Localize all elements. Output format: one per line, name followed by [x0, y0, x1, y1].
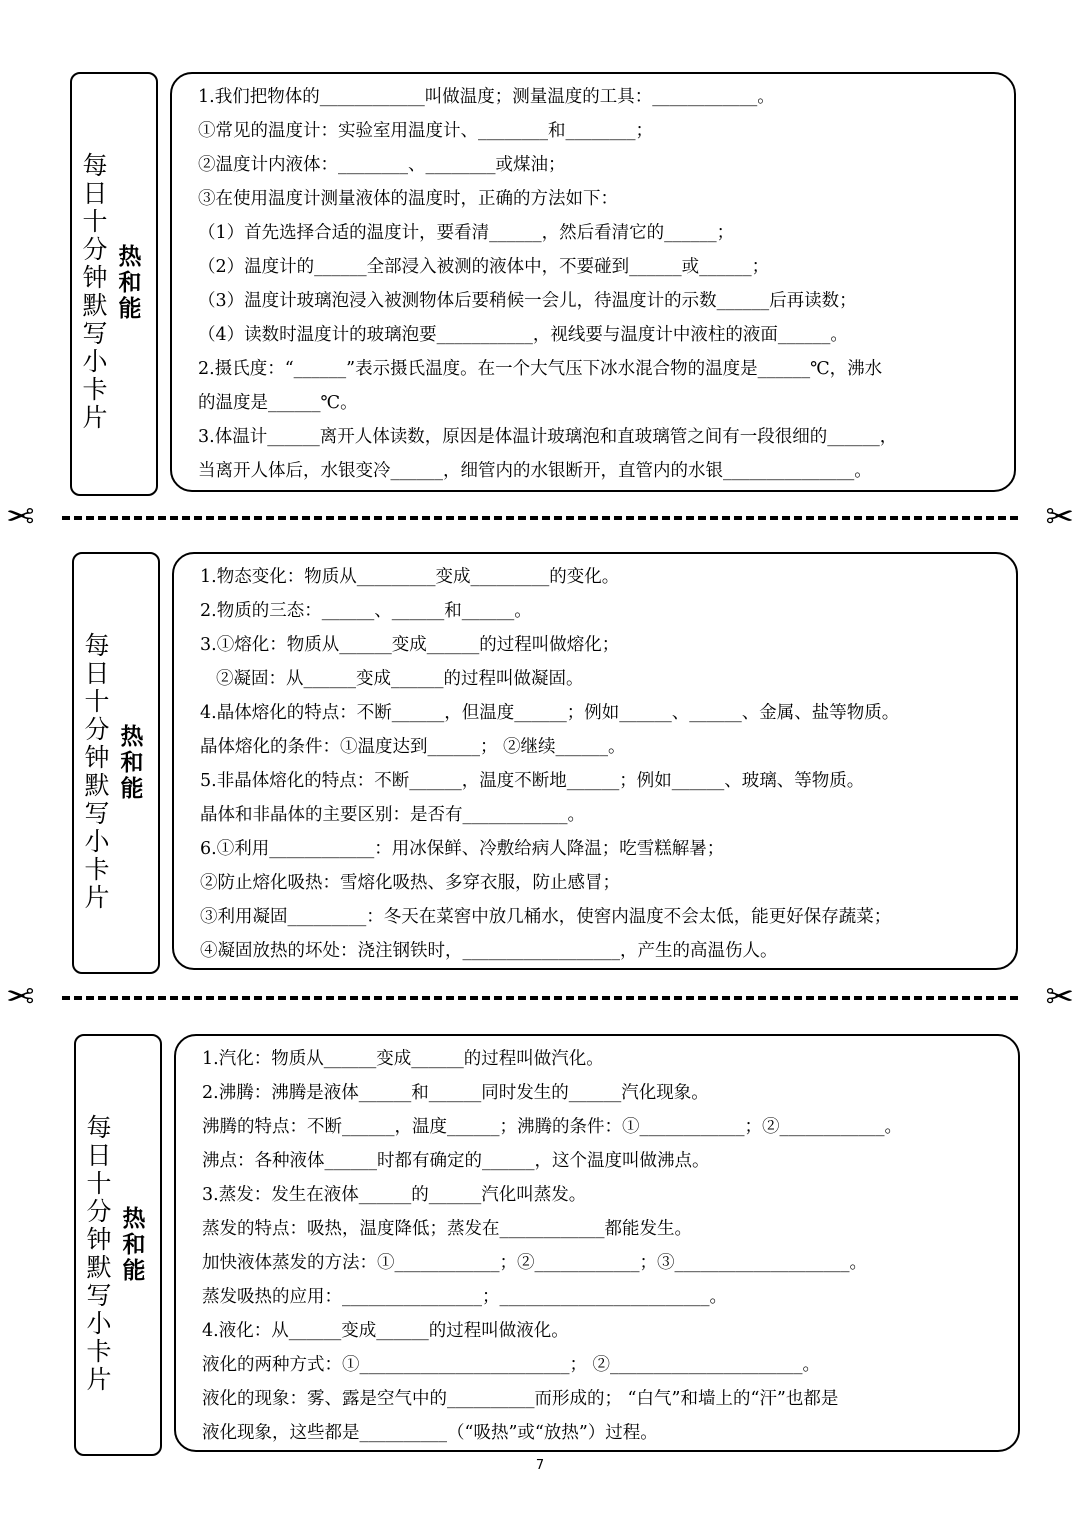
card-side-label — [74, 1034, 162, 1456]
fill-in-line: 蒸发的特点：吸热，温度降低；蒸发在____________都能发生。 — [202, 1219, 692, 1239]
fill-in-line: 3.蒸发：发生在液体______的______汽化叫蒸发。 — [202, 1185, 587, 1205]
side-topic: 热和能 — [122, 1206, 146, 1284]
card-content-panel — [172, 552, 1018, 970]
fill-in-line: 1.我们把物体的____________叫做温度；测量温度的工具：____________。 — [198, 87, 775, 107]
card-lines — [202, 1042, 1008, 1450]
fill-in-line: ③在使用温度计测量液体的温度时，正确的方法如下： — [198, 189, 618, 209]
fill-in-line: 液化的两种方式：①________________________； ②______________________。 — [202, 1355, 821, 1375]
cut-line — [0, 498, 1080, 538]
dashed-divider — [62, 516, 1018, 520]
fill-in-line: ④凝固放热的坏处：浇注钢铁时，__________________，产生的高温伤人。 — [200, 941, 778, 961]
page-number: 7 — [535, 1458, 545, 1473]
side-title: 每日十分钟默写小卡片 — [82, 151, 108, 432]
fill-in-line: 2.沸腾：沸腾是液体______和______同时发生的______汽化现象。 — [202, 1083, 709, 1103]
fill-in-line: （2）温度计的______全部浸入被测的液体中，不要碰到______或______； — [198, 257, 770, 277]
fill-in-line: （4）读数时温度计的玻璃泡要___________，视线要与温度计中液柱的液面______。 — [198, 325, 848, 345]
card-side-label — [70, 72, 158, 496]
card-content-panel — [174, 1034, 1020, 1452]
fill-in-line: ②防止熔化吸热：雪熔化吸热、多穿衣服，防止感冒； — [200, 873, 620, 893]
card-lines — [200, 560, 1006, 968]
fill-in-line: （3）温度计玻璃泡浸入被测物体后要稍候一会儿，待温度计的示数______后再读数； — [198, 291, 857, 311]
side-topic: 热和能 — [118, 244, 142, 322]
card-lines — [198, 80, 1004, 488]
fill-in-line: 3.①熔化：物质从______变成______的过程叫做熔化； — [200, 635, 620, 655]
fill-in-line: 蒸发吸热的应用：________________；________________________。 — [202, 1287, 727, 1307]
card-content-panel — [170, 72, 1016, 492]
scissors-icon: ✂ — [1045, 497, 1074, 537]
card-side-label — [72, 552, 160, 974]
fill-in-line: 晶体和非晶体的主要区别：是否有____________。 — [200, 805, 585, 825]
fill-in-line: 2.物质的三态：______、______和______。 — [200, 601, 532, 621]
fill-in-line: 液化现象，这些都是__________（“吸热”或“放热”）过程。 — [202, 1423, 658, 1443]
fill-in-line: 5.非晶体熔化的特点：不断______，温度不断地______；例如______、玻璃、等物质。 — [200, 771, 865, 791]
scissors-icon: ✂ — [1045, 977, 1074, 1017]
fill-in-line: （1）首先选择合适的温度计，要看清______，然后看清它的______； — [198, 223, 735, 243]
fill-in-line: 3.体温计______离开人体读数，原因是体温计玻璃泡和直玻璃管之间有一段很细的______， — [198, 427, 898, 447]
scissors-icon: ✂ — [6, 977, 35, 1017]
fill-in-line: 加快液体蒸发的方法：①____________；②____________；③____________________。 — [202, 1253, 867, 1273]
fill-in-line: 晶体熔化的条件：①温度达到______； ②继续______。 — [200, 737, 626, 757]
fill-in-line: ①常见的温度计：实验室用温度计、________和________； — [198, 121, 653, 141]
fill-in-line: ③利用凝固_________：冬天在菜窖中放几桶水，使窖内温度不会太低，能更好保存蔬菜； — [200, 907, 892, 927]
dashed-divider — [62, 996, 1018, 1000]
cut-line — [0, 978, 1080, 1018]
fill-in-line: 4.晶体熔化的特点：不断______，但温度______；例如______、______、金属、盐等物质。 — [200, 703, 900, 723]
fill-in-line: 的温度是______℃。 — [198, 393, 358, 413]
side-topic: 热和能 — [120, 724, 144, 802]
fill-in-line: 1.物态变化：物质从_________变成_________的变化。 — [200, 567, 620, 587]
side-title: 每日十分钟默写小卡片 — [84, 631, 110, 912]
fill-in-line: 6.①利用____________：用冰保鲜、冷敷给病人降温；吃雪糕解暑； — [200, 839, 725, 859]
fill-in-line: ②温度计内液体：________、________或煤油； — [198, 155, 566, 175]
fill-in-line: 1.汽化：物质从______变成______的过程叫做汽化。 — [202, 1049, 604, 1069]
fill-in-line: 当离开人体后，水银变冷______，细管内的水银断开，直管内的水银_______________。 — [198, 461, 872, 481]
side-title: 每日十分钟默写小卡片 — [86, 1113, 112, 1394]
fill-in-line: 沸点：各种液体______时都有确定的______，这个温度叫做沸点。 — [202, 1151, 710, 1171]
fill-in-line: 沸腾的特点：不断______，温度______；沸腾的条件：①____________；②____________。 — [202, 1117, 902, 1137]
fill-in-line: 液化的现象：雾、露是空气中的__________而形成的； “白气”和墙上的“汗”也都是 — [202, 1389, 839, 1409]
fill-in-line: 4.液化：从______变成______的过程叫做液化。 — [202, 1321, 569, 1341]
fill-in-line: ②凝固：从______变成______的过程叫做凝固。 — [216, 669, 584, 689]
fill-in-line: 2.摄氏度：“______”表示摄氏温度。在一个大气压下冰水混合物的温度是______℃，沸水 — [198, 359, 883, 379]
scissors-icon: ✂ — [6, 497, 35, 537]
